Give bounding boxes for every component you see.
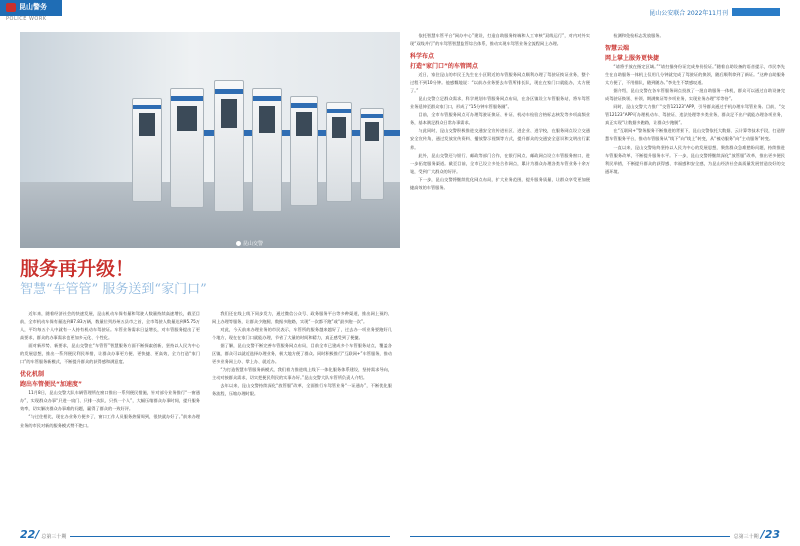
header-brand-bar <box>0 0 62 16</box>
paragraph: 一直以来，昆山交警始终坚持以人民为中心的发展思想，聚焦群众急难愁盼问题，持续推进车管服务改革，不断提升服务水平。下一步，昆山交警将继续深化“放管服”改革，推出更多便民利民举措，不断提升群众的获得感、幸福感和安全感，为昆山经济社会高质量发展营造良好的交通环境。 <box>605 144 785 174</box>
paragraph: 据介绍，昆山交警在各车管服务网点投放了一批自助服务一体机，群众可以通过自助设备完成驾驶证换领、补领、期满换证等多项业务，实现业务办理“零等待”。 <box>605 88 785 102</box>
paragraph: 依托智慧车管平台“网办中心”建设，打造自助服务终端和人工审核“双线运行”，对内对外实现“双线并行”的车驾管智慧监管综合体系，推动实现车驾管业务全流程网上办理。 <box>410 33 590 47</box>
paragraph: “为打造智慧车管服务新模式，我们着力推进线上线下一体化服务体系建设，坚持需求导向，主动对接群众需求，切实把便民利民的实事办好。”昆山交警大队车管所负责人介绍。 <box>212 367 392 381</box>
photo-caption <box>236 240 263 247</box>
kiosk-3 <box>214 80 244 212</box>
kiosk-1 <box>132 98 162 202</box>
paragraph: 去年以来，昆山交警持续深化“放管服”改革，全面推行车驾管业务“一证通办”，不断优化服务流程，压缩办理时限。 <box>212 383 392 397</box>
paragraph: 近年来，随着经济社会的快速发展，昆山机动车保有量和驾驶人数量持续高速增长，截至目前，全市机动车保有量达到87.83万辆，数量位列苏州五县市之首，全市驾驶人数量达到95.75万人，平均每五个人中就有一人持有机动车驾驶证。车管业务需求日益增长，对车管服务提出了更高要求，群众的办事需求也更加多元化、个性化。 <box>20 311 200 341</box>
paragraph: 面对新形势、新要求，昆山交警在“车管管”智慧服务方面不断探索创新，坚持以人民为中心的发展思想，推出一系列便民利民举措，让群众办事更方便、更快捷、更高效，全力打造“家门口”的车管服务新模式，不断提升群众的获得感和满意度。 <box>20 343 200 365</box>
header-issue-title: 昆山公安联合 2022年11月刊 <box>649 9 728 17</box>
header-issue-bar <box>649 6 780 18</box>
kiosk-6 <box>326 102 352 202</box>
photo-caption-text: 昆山交警 <box>243 241 264 247</box>
paragraph: 近日，家住昆山的市民王先生在小区附近的车管服务网点顺利办理了驾驶证换证业务，整个过程不到10分钟。他感慨地说：“以前办业务要去车管所排长队，现在在家门口就能办，太方便了。” <box>410 72 590 94</box>
paragraph: 对此，今天前来办理业务的市民表示，车管所的服务越来越好了，过去办一项业务要跑好几个地方，现在在家门口就能办理，节省了大量的时间和精力，真正感受到了便捷。 <box>212 327 392 341</box>
paragraph: “请将手放在指定区域。”“请扫描身份证完成身份验证。”随着自助设备的语音提示，市民李先生在自助服务一体机上仅用几分钟就完成了驾驶证的换领，随后顺利拿到了新证。“这种自助服务太方便了，不用排队，随到随办。”李先生不禁感叹道。 <box>605 64 785 86</box>
article-column-4 <box>605 32 785 526</box>
footer-rule-right <box>410 536 730 537</box>
paragraph: “与过往相比，现在办业务方便多了，窗口工作人员服务热情周到，很快就办好了。”前来办理业务的市民对新的服务模式赞不绝口。 <box>20 414 200 428</box>
kiosk-5 <box>290 96 318 206</box>
paragraph: 我们还在线上线下同步发力，通过微信公众号、政务服务平台等多种渠道，推出网上预约、网上办理等服务，让群众少跑腿、数据多跑路，实现“一次都不跑”或“最多跑一次”。 <box>212 311 392 325</box>
kiosk-7 <box>360 108 384 200</box>
header-accent-bar <box>732 8 780 16</box>
section-heading: 跑出车管便民“加速度” <box>20 381 82 389</box>
page-number-left: 22/ <box>20 528 40 541</box>
footer-right-folio <box>734 528 780 541</box>
article-column-3 <box>410 32 590 526</box>
section-heading: 网上掌上服务更快捷 <box>605 55 660 63</box>
paragraph: 下一步，昆山交警将继续优化网点布局，扩大业务范围，提升服务质量，让群众享受更加便捷高效的车管服务。 <box>410 176 590 190</box>
paragraph: 检测和免检标志发放服务。 <box>613 33 664 38</box>
section-heading: 打造“家门口”的车管网点 <box>410 63 478 71</box>
paragraph: 同时，昆山交警大力推广“交管12123”APP，引导群众通过手机办理车驾管业务。目前，“交管12123”APP可办理机动车、驾驶证、违法处理等多类业务，群众足不出户就能办理各项业务，真正实现“让数据多跑路，让群众少跑腿”。 <box>605 104 785 126</box>
kiosk-2 <box>170 88 204 208</box>
paragraph: 11月8日，昆山交警大队车辆管理所在窗口推出一系列便民措施，针对部分业务推行“一窗通办”，实现群众办事“只进一扇门、只排一次队、只找一个人”，大幅压缩群众办事时间，提升服务效率，切实解决群众办事难的问题，赢得了群众的一致好评。 <box>20 390 200 412</box>
paragraph: 此外，昆山交警还与银行、邮政等部门合作，在银行网点、邮政网点设立车管服务窗口，进一步拓宽服务渠道。截至目前，全市已设立多处合作网点，累计为群众办理各类车管业务十余万笔，受到广大群众的好评。 <box>410 152 590 174</box>
header-brand-title: 昆山警务 <box>19 3 47 11</box>
paragraph: 目前，全市车管服务网点可办理驾驶证换证、补证、机动车检验合格标志核发等多项高频业务，基本满足群众日常办事需求。 <box>410 112 590 126</box>
section-heading: 智慧云端 <box>605 45 630 53</box>
section-heading: 优化机制 <box>20 371 45 379</box>
article-column-1 <box>20 310 200 526</box>
issue-label-right: 总第三十期 <box>733 534 759 540</box>
location-pin-icon <box>236 241 241 246</box>
header-brand-subtitle: POLICE WORK <box>6 16 47 22</box>
article-subheadline: 智慧“车管管” 服务送到“家门口” <box>20 282 207 297</box>
paragraph: 在“互联网+”警务服务不断推进的背景下，昆山交警依托大数据、云计算等技术手段，打造智慧车管服务平台，推动车管服务从“线下”向“线上”转变，从“被动服务”向“主动服务”转变。 <box>605 128 785 142</box>
article-photo <box>20 32 400 248</box>
issue-label-left: 总第三十期 <box>41 534 67 540</box>
footer-rule-left <box>70 536 390 537</box>
paragraph: 昆山交警立足群众需求，科学规划车管服务网点布局，在各区镇设立车管服务站，将车驾管业务延伸至群众家门口，形成了“15分钟车管服务圈”。 <box>410 96 590 110</box>
article-column-2 <box>212 310 392 526</box>
kiosk-4 <box>252 88 282 212</box>
page-number-right: /23 <box>760 528 780 541</box>
section-heading: 科学布点 <box>410 53 435 61</box>
paragraph: 与此同时，昆山交警积极推进交通安全宣传进社区、进企业、进学校，在服务网点设立交通安全宣传角，通过发放宣传资料、播放警示视频等方式，提升群众的交通安全意识和文明出行素养。 <box>410 128 590 150</box>
paragraph: 据了解，昆山交警不断完善车管服务网点布局，目前全市已建成多个车管服务站点，覆盖各区镇，群众可以就近选择办理业务，极大地方便了群众。同时积极推行“互联网+”车管服务，推动更多业务网上办、掌上办、就近办。 <box>212 343 392 365</box>
footer-left-folio <box>20 528 66 541</box>
article-headline: 服务再升级！ <box>20 258 135 280</box>
police-badge-icon <box>6 3 16 12</box>
